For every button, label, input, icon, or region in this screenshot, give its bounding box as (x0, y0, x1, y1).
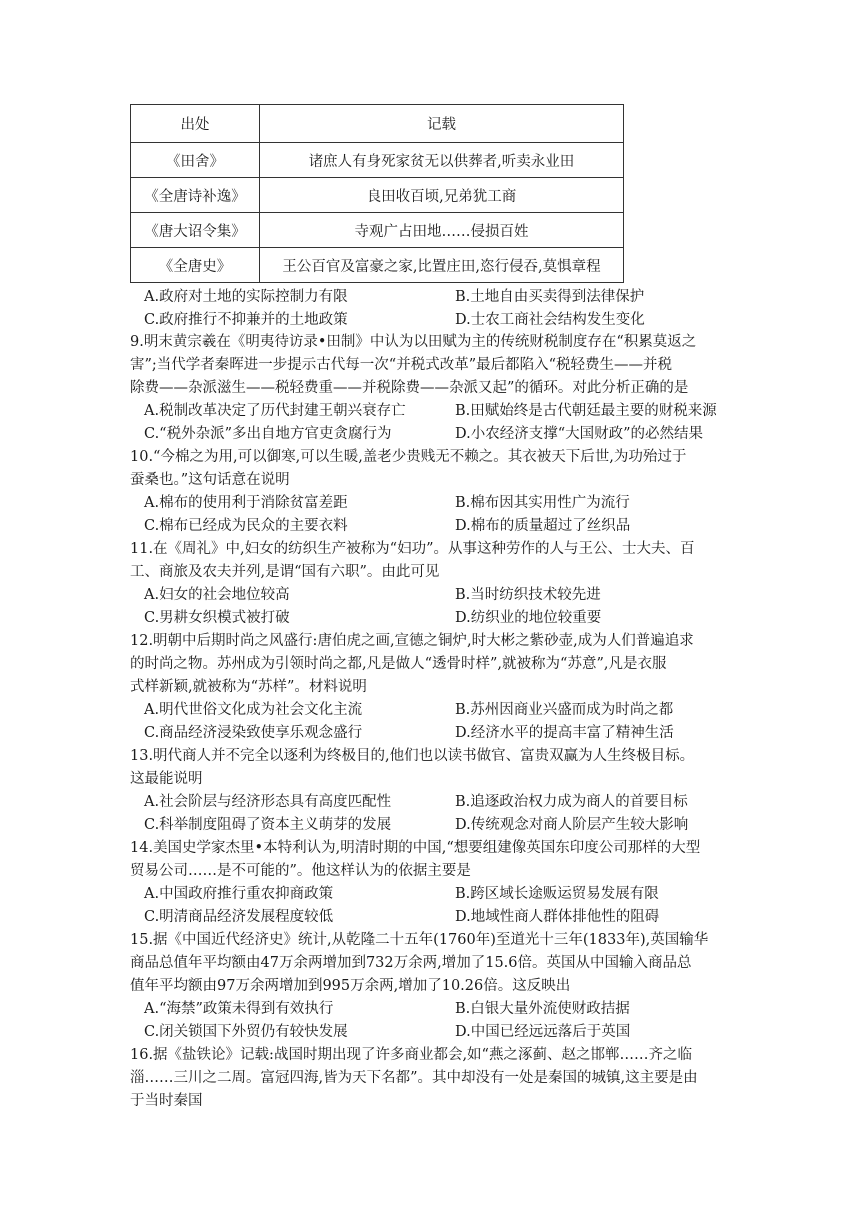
q15-option-d: D.中国已经远远落后于英国 (455, 1024, 631, 1040)
q9-stem-line: 害”;当代学者秦晖进一步提示古代每一次“并税式改革”最后都陷入“税轻费生——并税 (130, 357, 673, 373)
q12-option-d: D.经济水平的提高丰富了精神生活 (455, 725, 674, 741)
q11-option-d: D.纺织业的地位较重要 (455, 610, 602, 626)
q16-stem-line: 淄……三川之二周。富冠四海,皆为天下名都”。其中却没有一处是秦国的城镇,这主要是由 (130, 1070, 698, 1086)
q13-stem-line: 13.明代商人并不完全以逐利为终极目的,他们也以读书做官、富贵双赢为人生终极目标。 (130, 748, 695, 764)
q14-option-d: D.地域性商人群体排他性的阻碍 (455, 909, 660, 925)
q13-option-d: D.传统观念对商人阶层产生较大影响 (455, 817, 689, 833)
q15-stem-line: 15.据《中国近代经济史》统计,从乾隆二十五年(1760年)至道光十三年(1833年),英国输华 (130, 932, 709, 948)
q10-stem-line: 蚕桑也。”这句话意在说明 (130, 472, 290, 488)
q15-option-a: A.“海禁”政策未得到有效执行 (144, 1001, 334, 1017)
q13-option-b: B.追逐政治权力成为商人的首要目标 (455, 794, 688, 810)
q15-option-c: C.闭关锁国下外贸仍有较快发展 (144, 1024, 348, 1040)
q15-option-b: B.白银大量外流使财政拮据 (455, 1001, 630, 1017)
q11-option-c: C.男耕女织模式被打破 (144, 610, 290, 626)
q11-option-b: B.当时纺织技术较先进 (455, 587, 601, 603)
q14-option-a: A.中国政府推行重农抑商政策 (144, 886, 334, 902)
table-cell: 良田收百顷,兄弟犹工商 (260, 178, 624, 213)
q8-option-a: A.政府对土地的实际控制力有限 (144, 289, 348, 305)
q10-option-b: B.棉布因其实用性广为流行 (455, 495, 630, 511)
q11-stem-line: 11.在《周礼》中,妇女的纺织生产被称为“妇功”。从事这种劳作的人与王公、士大夫、百 (130, 541, 695, 557)
q9-option-a: A.税制改革决定了历代封建王朝兴衰存亡 (144, 403, 406, 419)
q8-option-d: D.士农工商社会结构发生变化 (455, 312, 645, 328)
source-table (130, 104, 624, 283)
q15-stem-line: 值年平均额由97万余两增加到995万余两,增加了10.26倍。这反映出 (130, 978, 571, 994)
table-cell: 王公百官及富豪之家,比置庄田,恣行侵吞,莫惧章程 (260, 248, 624, 283)
table-cell: 《全唐诗补逸》 (131, 178, 260, 213)
q12-stem-line: 的时尚之物。苏州成为引领时尚之都,凡是做人“透骨时样”,就被称为“苏意”,凡是衣服 (130, 656, 667, 672)
q10-option-d: D.棉布的质量超过了丝织品 (455, 518, 631, 534)
q16-stem-line: 16.据《盐铁论》记载:战国时期出现了许多商业都会,如“燕之涿蓟、赵之邯郸……齐之临 (130, 1047, 692, 1063)
q10-option-a: A.棉布的使用利于消除贫富差距 (144, 495, 348, 511)
q9-option-c: C.“税外杂派”多出自地方官吏贪腐行为 (144, 426, 392, 442)
q15-stem-line: 商品总值年平均额由47万余两增加到732万余两,增加了15.6倍。英国从中国输入商品总 (130, 955, 692, 971)
q14-option-b: B.跨区域长途贩运贸易发展有限 (455, 886, 659, 902)
table-cell: 《唐大诏令集》 (131, 213, 260, 248)
q14-stem-line: 14.美国史学家杰里•本特利认为,明清时期的中国,“想要组建像英国东印度公司那样的大型 (130, 840, 701, 856)
q12-option-a: A.明代世俗文化成为社会文化主流 (144, 702, 363, 718)
q14-option-c: C.明清商品经济发展程度较低 (144, 909, 334, 925)
q12-stem-line: 式样新颖,就被称为“苏样”。材料说明 (130, 679, 367, 695)
q13-option-a: A.社会阶层与经济形态具有高度匹配性 (144, 794, 392, 810)
q12-stem-line: 12.明朝中后期时尚之风盛行:唐伯虎之画,宣德之铜炉,时大彬之紫砂壶,成为人们普遍追求 (130, 633, 694, 649)
q10-stem-line: 10.“今棉之为用,可以御寒,可以生暖,盖老少贵贱无不赖之。其衣被天下后世,为功殆过于 (130, 449, 687, 465)
table-header: 出处 (131, 105, 260, 143)
table-row (131, 248, 624, 283)
q14-stem-line: 贸易公司……是不可能的”。他这样认为的依据主要是 (130, 863, 471, 879)
q8-option-b: B.土地自由买卖得到法律保护 (455, 289, 645, 305)
q13-option-c: C.科举制度阻碍了资本主义萌芽的发展 (144, 817, 392, 833)
table-cell: 《田舍》 (131, 143, 260, 178)
table-row (131, 178, 624, 213)
q9-stem-line: 除费——杂派滋生——税轻费重——并税除费——杂派又起”的循环。对此分析正确的是 (130, 380, 689, 396)
q13-stem-line: 这最能说明 (130, 771, 203, 787)
q9-stem-line: 9.明末黄宗羲在《明夷待访录•田制》中认为以田赋为主的传统财税制度存在“积累莫返之 (130, 334, 697, 350)
q12-option-b: B.苏州因商业兴盛而成为时尚之都 (455, 702, 674, 718)
q8-option-c: C.政府推行不抑兼并的土地政策 (144, 312, 348, 328)
q9-option-b: B.田赋始终是古代朝廷最主要的财税来源 (455, 403, 717, 419)
table-cell: 诸庶人有身死家贫无以供葬者,听卖永业田 (260, 143, 624, 178)
q9-option-d: D.小农经济支撑“大国财政”的必然结果 (455, 426, 704, 442)
q16-stem-line: 于当时秦国 (130, 1093, 203, 1109)
table-row (131, 213, 624, 248)
q10-option-c: C.棉布已经成为民众的主要衣料 (144, 518, 348, 534)
q11-stem-line: 工、商旅及农夫并列,是谓“国有六职”。由此可见 (130, 564, 440, 580)
table-cell: 《全唐史》 (131, 248, 260, 283)
table-cell: 寺观广占田地……侵损百姓 (260, 213, 624, 248)
q11-option-a: A.妇女的社会地位较高 (144, 587, 290, 603)
q12-option-c: C.商品经济浸染致使享乐观念盛行 (144, 725, 363, 741)
table-header: 记载 (260, 105, 624, 143)
table-row (131, 143, 624, 178)
table-header-row (131, 105, 624, 143)
